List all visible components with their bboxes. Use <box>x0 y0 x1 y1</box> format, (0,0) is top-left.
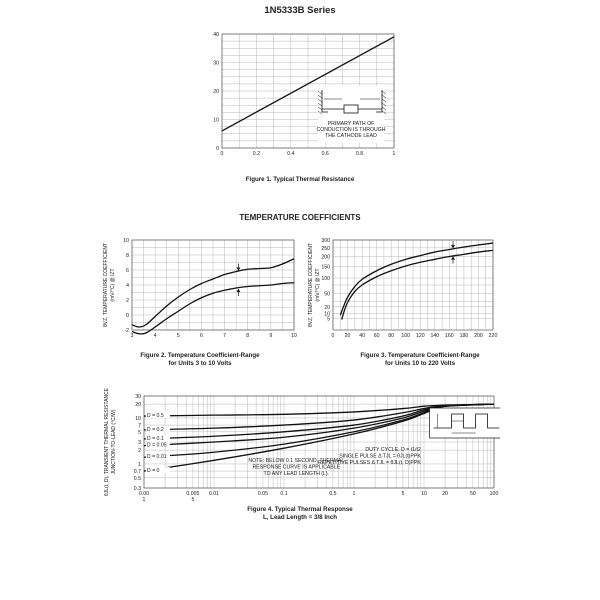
fig3-ytick-label: 250 <box>321 245 330 252</box>
fig4-ytick-label: 10 <box>135 415 141 422</box>
fig4-ytick-label: 0.3 <box>133 486 141 492</box>
page-title: 1N5333B Series <box>264 5 336 16</box>
fig4-xtick-label: 5 <box>401 491 405 497</box>
fig4-ytick-label: 2 <box>138 448 141 455</box>
fig4-ytick-label: 0.5 <box>133 475 141 482</box>
fig2-caption-line-1: Figure 2. Temperature Coefficient-Range <box>140 352 260 359</box>
fig4-series-label: D = 0.2 <box>146 426 164 433</box>
fig3-ytick-label: 200 <box>321 254 330 261</box>
fig1-ytick-label: 20 <box>213 89 219 95</box>
fig4-xtick-label: 0.05 <box>257 491 268 497</box>
fig2-xtick-label: 3 <box>130 333 134 339</box>
fig4-inset-frame <box>430 408 500 438</box>
fig3-xtick-label: 180 <box>459 333 469 339</box>
fig2-ytick-label: 8 <box>126 253 129 259</box>
fig4-series-label: D = 0.01 <box>146 454 167 461</box>
fig1-xtick-label: 0.8 <box>355 151 364 157</box>
fig2-xtick-label: 7 <box>223 333 227 339</box>
fig2-xtick-label: 5 <box>176 333 180 339</box>
fig3-ytick-label: 50 <box>324 291 330 298</box>
fig3-xtick-label: 220 <box>488 333 498 339</box>
fig4-xtick-label: 0.01 <box>208 491 220 497</box>
fig1-thermal-resistance-chart <box>196 28 406 172</box>
fig2-xtick-label: 10 <box>291 333 297 339</box>
fig4-pulse-inset <box>430 408 500 438</box>
fig3-ytick-label: 20 <box>324 304 330 311</box>
fig1-inset-text-line: PRIMARY PATH OF <box>327 121 375 127</box>
fig2-caption <box>100 352 300 368</box>
fig2-ytick-label: -2 <box>124 328 129 334</box>
fig3-xtick-label: 60 <box>373 333 380 339</box>
fig3-ytick-label: 100 <box>321 276 330 283</box>
fig4-duty-line: SINGLE PULSE Δ TJL = θJL(t)PPK <box>339 453 421 460</box>
fig3-caption <box>320 352 520 368</box>
fig4-xtick-label: 10 <box>421 491 427 497</box>
fig3-ytick-label: 300 <box>321 238 330 244</box>
fig3-xtick-label: 140 <box>430 333 440 339</box>
fig2-ytick-label: 0 <box>126 313 129 319</box>
fig4-xtick-label: 0.00 <box>138 491 150 497</box>
fig4-ytick-label: 5 <box>138 429 141 436</box>
fig4-xtick-label: 50 <box>470 491 476 497</box>
fig1-inset-text-line: THE CATHODE LEAD <box>325 133 377 139</box>
fig4-ylabel-line: θJL(t, D), TRANSIENT THERMAL RESISTANCE <box>104 387 110 497</box>
fig2-ytick-label: 4 <box>126 283 129 289</box>
fig3-temp-coefficient-chart <box>305 234 500 352</box>
fig4-xtick-label: 20 <box>442 491 448 497</box>
fig4-xtick-label: 0.1 <box>280 491 288 497</box>
fig3-ylabel-line: θVZ, TEMPERATURE COEFFICIENT <box>308 243 314 327</box>
fig4-xtick-label: 0.005 <box>186 491 200 497</box>
fig2-ylabel-line: θVZ, TEMPERATURE COEFFICIENT <box>103 243 109 327</box>
fig2-ytick-label: 2 <box>126 298 129 304</box>
fig4-note-line: NOTE: BELOW 0.1 SECOND, THERMAL <box>248 458 345 464</box>
fig3-xtick-label: 100 <box>401 333 411 339</box>
fig4-thermal-response-chart <box>100 380 500 504</box>
fig4-ylabel-line: JUNCTION-TO-LEAD (°C/W) <box>111 409 117 475</box>
fig1-xtick-label: 1 <box>392 151 396 157</box>
fig1-inset-text-line: CONDUCTION IS THROUGH <box>316 127 386 133</box>
fig1-inset-diode-body <box>344 105 358 113</box>
fig1-ytick-label: 10 <box>213 117 219 124</box>
fig3-ytick-label: 5 <box>327 316 330 323</box>
fig1-caption: Figure 1. Typical Thermal Resistance <box>245 176 355 183</box>
fig1-inset-diagram <box>316 86 386 143</box>
fig4-caption-line-1: Figure 4. Typical Thermal Response <box>247 506 353 513</box>
fig1-xtick-label: 0.4 <box>287 151 295 157</box>
fig4-duty-line: REPETITIVE PULSES Δ TJL = θJL(t, D)PPK <box>317 460 421 466</box>
fig4-ytick-label: 20 <box>135 402 141 409</box>
fig3-ytick-label: 10 <box>324 311 330 318</box>
fig4-series-label: D = 0 <box>146 468 160 475</box>
fig4-ytick-label: 3 <box>138 440 141 446</box>
fig1-ytick-label: 40 <box>213 32 219 38</box>
fig3-xtick-label: 160 <box>445 333 454 339</box>
fig2-ytick-label: 10 <box>123 238 129 244</box>
section-title: TEMPERATURE COEFFICIENTS <box>239 213 361 222</box>
fig2-xtick-label: 8 <box>246 333 250 339</box>
fig4-ytick-label: 7 <box>138 423 141 430</box>
fig4-xtick-sublabel: 5 <box>191 497 195 503</box>
fig3-xtick-label: 200 <box>474 333 483 339</box>
fig3-xtick-label: 0 <box>331 333 335 339</box>
fig4-caption <box>0 506 600 522</box>
fig2-caption-line-2: for Units 3 to 10 Volts <box>168 360 232 367</box>
fig4-series-label: D = 0.05 <box>146 442 167 449</box>
fig3-xtick-label: 20 <box>344 333 351 339</box>
fig4-xtick-sublabel: 1 <box>142 497 146 503</box>
fig2-range-arrow-bottom-head <box>236 289 240 292</box>
fig4-note-line: RESPONSE CURVE IS APPLICABLE <box>252 464 341 471</box>
fig3-caption-line-1: Figure 3. Temperature Coefficient-Range <box>360 352 480 359</box>
fig1-xtick-label: 0 <box>220 151 224 157</box>
fig4-series-label: D = 0.1 <box>146 435 164 442</box>
fig3-xtick-label: 120 <box>415 333 425 339</box>
fig4-xtick-label: 100 <box>489 491 499 497</box>
fig1-ytick-label: 0 <box>216 146 219 152</box>
fig3-ylabel-line: (mV/°C) @ IZT <box>315 268 321 302</box>
fig4-duty-line: DUTY CYCLE, D = t1/t2 <box>365 447 421 453</box>
fig1-xtick-label: 0.6 <box>321 151 329 157</box>
fig2-temp-coefficient-chart <box>100 234 305 352</box>
fig4-caption-line-2: L, Lead Length = 3/8 Inch <box>262 514 338 521</box>
fig4-note-line: TO ANY LEAD LENGTH (L). <box>263 471 330 477</box>
fig3-xtick-label: 40 <box>359 333 365 339</box>
fig2-ytick-label: 6 <box>126 268 129 274</box>
fig4-ytick-label: 0.7 <box>133 469 141 476</box>
fig3-caption-line-2: for Units 10 to 220 Volts <box>384 360 456 367</box>
fig1-xtick-label: 0.2 <box>252 151 261 157</box>
fig2-ylabel-line: (mV/°C) @ IZT <box>110 268 116 302</box>
fig1-ytick-label: 30 <box>213 60 219 67</box>
fig4-series-label: D = 0.5 <box>146 413 164 420</box>
fig4-xtick-label: 1 <box>352 491 356 497</box>
fig4-ytick-label: 30 <box>135 394 141 400</box>
fig4-xtick-label: 0.5 <box>329 491 337 497</box>
fig3-xtick-label: 80 <box>388 333 395 339</box>
fig3-ytick-label: 150 <box>321 264 330 271</box>
fig2-xtick-label: 9 <box>269 333 273 339</box>
fig2-xtick-label: 4 <box>153 333 157 339</box>
fig4-ytick-label: 1 <box>138 461 141 468</box>
fig3-range-arrow-bottom-head <box>451 257 455 260</box>
fig2-xtick-label: 6 <box>199 333 203 339</box>
